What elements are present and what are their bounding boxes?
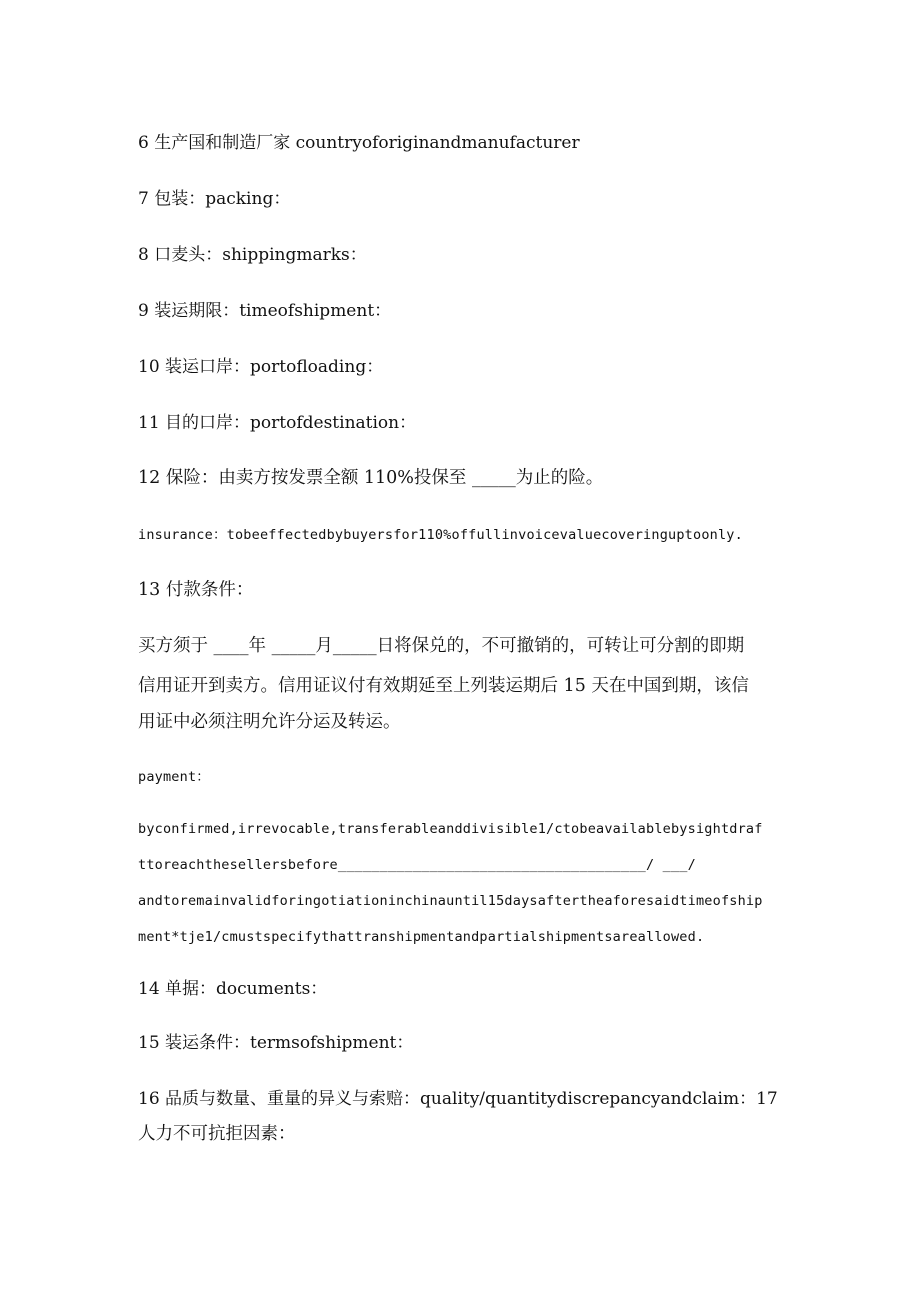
- insurance-english: insurance：tobeeffectedbybuyersfor110%offullinvoicevaluecoveringuptoonly.: [138, 527, 743, 543]
- clause-10: 10 装运口岸：portofloading：: [138, 357, 384, 377]
- clause-8: 8 口麦头：shippingmarks：: [138, 245, 367, 265]
- clause-9: 9 装运期限：timeofshipment：: [138, 301, 392, 321]
- payment-english-line-2: ttoreachthesellersbefore_____________________________________/ ___/: [138, 857, 696, 873]
- clause-7: 7 包装：packing：: [138, 189, 291, 209]
- clause-6: 6 生产国和制造厂家 countryoforiginandmanufacturer: [138, 133, 580, 153]
- payment-terms-cn-line-2: 信用证开到卖方。信用证议付有效期延至上列装运期后 15 天在中国到期，该信: [138, 676, 749, 696]
- clause-15: 15 装运条件：termsofshipment：: [138, 1033, 414, 1053]
- clause-16: 16 品质与数量、重量的异义与索赔：quality/quantitydiscrepancyandclaim：17: [138, 1089, 778, 1109]
- payment-english-line-4: ment*tje1/cmustspecifythattranshipmentandpartialshipmentsareallowed.: [138, 929, 705, 945]
- payment-english-line-1: byconfirmed,irrevocable,transferableanddivisible1/ctobeavailablebysightdraf: [138, 821, 763, 837]
- clause-13-heading: 13 付款条件：: [138, 580, 254, 600]
- clause-14: 14 单据：documents：: [138, 979, 328, 999]
- payment-terms-cn-line-1: 买方须于 ____年 _____月_____日将保兑的，不可撤销的，可转让可分割的即期: [138, 636, 745, 656]
- clause-11: 11 目的口岸：portofdestination：: [138, 413, 417, 433]
- payment-heading: payment：: [138, 769, 210, 785]
- clause-17: 人力不可抗拒因素：: [138, 1124, 296, 1144]
- payment-english-line-3: andtoremainvalidforingotiationinchinauntil15daysaftertheaforesaidtimeofship: [138, 893, 763, 909]
- payment-terms-cn-line-3: 用证中必须注明允许分运及转运。: [138, 712, 401, 732]
- clause-12-insurance: 12 保险：由卖方按发票全额 110%投保至 _____为止的险。: [138, 468, 604, 488]
